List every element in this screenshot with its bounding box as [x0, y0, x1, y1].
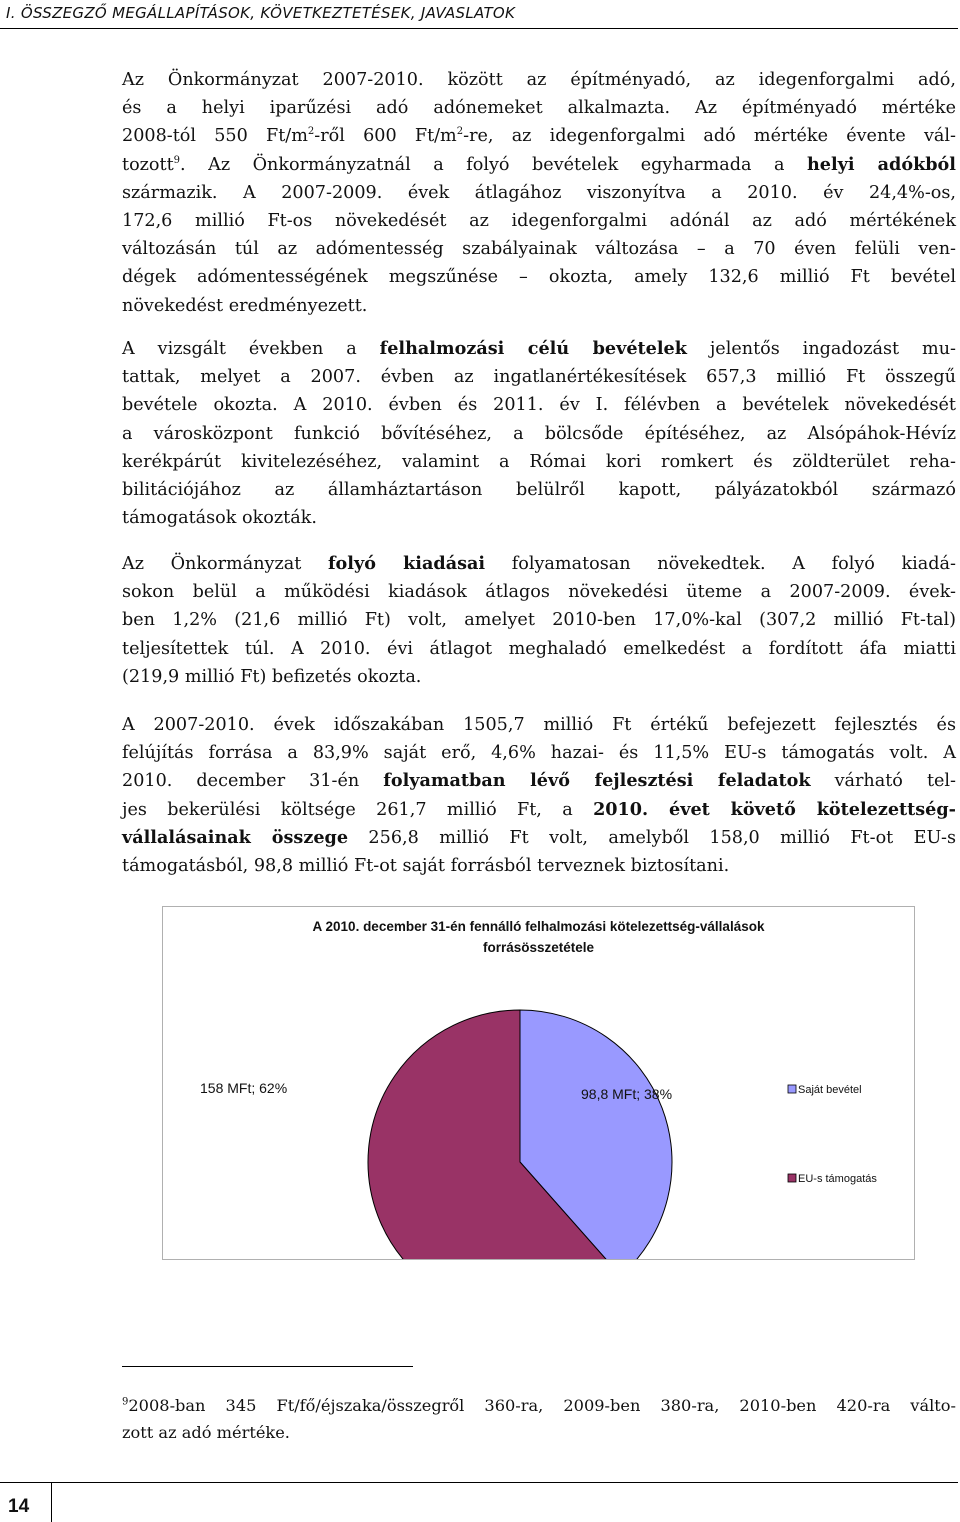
running-header: [0, 0, 958, 29]
text-run: A 2007-2010. évek időszakában 1505,7 millió Ft értékű befejezett fejlesztés és: [122, 715, 956, 735]
text-run: tozott: [122, 154, 174, 175]
text-line: [122, 66, 956, 94]
text-line: [122, 711, 956, 739]
text-line: [122, 635, 956, 663]
text-line: [122, 292, 956, 320]
superscript: 2: [307, 126, 315, 138]
text-line: [122, 796, 956, 824]
text-run: ben 1,2% (21,6 millió Ft) volt, amelyet 2010-ben 17,0%-kal (307,2 millió Ft-tal): [122, 610, 956, 631]
text-run: tattak, melyet a 2007. évben az ingatlanértékesítések 657,3 millió Ft összegű: [122, 367, 956, 388]
footnote-text-line-2: zott az adó mértéke.: [122, 1423, 290, 1442]
text-run: (219,9 millió Ft) befizetés okozta.: [122, 666, 422, 687]
text-line: [122, 151, 956, 179]
text-line: [122, 263, 956, 291]
text-run: Az Önkormányzat: [122, 554, 328, 574]
pie-chart-canvas: [163, 907, 914, 1259]
legend-label: Saját bevétel: [798, 1084, 862, 1096]
text-run: jelentős ingadozást mu-: [686, 339, 956, 359]
text-line: [122, 179, 956, 207]
paragraph-accumulation-revenues: [122, 335, 956, 532]
header-title: I. ÖSSZEGZŐ MEGÁLLAPÍTÁSOK, KÖVETKEZTETÉSEK, JAVASLATOK: [6, 4, 516, 22]
emphasis-text: folyamatban lévő fejlesztési feladatok: [383, 770, 811, 792]
paragraph-current-expenditures: [122, 550, 956, 691]
text-run: Az Önkormányzat 2007-2010. között az építményadó, az idegenforgalmi adó,: [122, 70, 956, 90]
text-run: bevétele okozta. A 2010. évben és 2011. év I. félévben a bevételek növekedését: [122, 395, 956, 416]
text-run: támogatások okozták.: [122, 508, 317, 529]
superscript: 9: [173, 154, 181, 166]
paragraph-local-taxes: [122, 66, 956, 320]
emphasis-text: vállalásainak összege: [122, 826, 349, 848]
emphasis-text: felhalmozási célú bevételek: [379, 338, 687, 359]
text-line: [122, 504, 956, 532]
text-run: . Az Önkormányzatnál a folyó bevételek egyharmada a: [180, 154, 808, 175]
chart-title-line-2: forrásösszetétele: [482, 940, 595, 955]
legend-swatch: [788, 1085, 796, 1093]
text-run: dégek adómentességének megszűnése – okozta, amely 132,6 millió Ft bevétel: [122, 267, 956, 288]
text-line: [122, 94, 956, 122]
text-run: folyamatosan növekedtek. A folyó kiadá-: [485, 554, 956, 574]
text-line: [122, 824, 956, 852]
text-run: felújítás forrása a 83,9% saját erő, 4,6% hazai- és 11,5% EU-s támogatás volt. A: [122, 743, 956, 764]
text-line: [122, 448, 956, 476]
paragraph-development-sources: [122, 711, 956, 880]
emphasis-text: 2010. évet követő kötelezettség-: [593, 798, 956, 820]
text-run: bilitációjához az államháztartáson belülről kapott, pályázatokból származó: [122, 480, 956, 501]
text-line: [122, 606, 956, 634]
text-run: 172,6 millió Ft-os növekedését az idegenforgalmi adónál az adó mértékének: [122, 211, 956, 232]
superscript: 2: [456, 126, 464, 138]
text-run: növekedést eredményezett.: [122, 295, 368, 316]
text-run: 2008-tól 550 Ft/m: [122, 126, 308, 147]
text-run: jes bekerülési költsége 261,7 millió Ft, a: [122, 799, 594, 820]
text-line: [122, 578, 956, 606]
text-line: [122, 663, 956, 691]
footer-rule: [0, 1482, 958, 1483]
text-line: [122, 235, 956, 263]
text-run: -re, az idegenforgalmi adó mértéke évente vál-: [463, 126, 956, 147]
page-number: 14: [8, 1496, 30, 1517]
text-run: támogatásból, 98,8 millió Ft-ot saját forrásból terveznek biztosítani.: [122, 856, 730, 877]
text-line: [122, 122, 956, 150]
text-run: a városközpont funkció bővítéséhez, a bölcsőde építéséhez, az Alsópáhok-Hévíz: [122, 423, 956, 444]
text-run: A vizsgált években a: [122, 339, 380, 359]
chart-title-line-1: A 2010. december 31-én fennálló felhalmozási kötelezettség-vállalások: [312, 919, 765, 934]
legend-label: EU-s támogatás: [798, 1173, 877, 1185]
text-run: teljesítettek túl. A 2010. évi átlagot meghaladó emelkedést a fordított áfa miatti: [122, 638, 956, 659]
emphasis-text: helyi adókból: [807, 153, 956, 175]
text-line: [122, 335, 956, 363]
text-line: [122, 476, 956, 504]
legend-swatch: [788, 1174, 796, 1182]
pie-data-label: 158 MFt; 62%: [200, 1080, 288, 1096]
footnote-text-line-1: 2008-ban 345 Ft/fő/éjszaka/összegről 360-ra, 2009-ben 380-ra, 2010-ben 420-ra válto-: [128, 1396, 956, 1415]
text-line: [122, 420, 956, 448]
footnote: [122, 1392, 956, 1446]
text-run: származik. A 2007-2009. évek átlagához viszonyítva a 2010. év 24,4%-os,: [122, 182, 956, 203]
text-line: [122, 550, 956, 578]
text-line: [122, 207, 956, 235]
text-line: [122, 767, 956, 795]
text-line: [122, 739, 956, 767]
footnote-marker: 9: [122, 1396, 129, 1408]
text-run: kerékpárút kivitelezéséhez, valamint a Római kori romkert és zöldterület reha-: [122, 451, 956, 472]
pie-chart: [162, 906, 915, 1260]
text-run: várható tel-: [810, 771, 956, 792]
footnote-separator: [122, 1366, 413, 1367]
text-run: sokon belül a működési kiadások átlagos növekedési üteme a 2007-2009. évek-: [122, 582, 956, 603]
text-run: 256,8 millió Ft volt, amelyből 158,0 millió Ft-ot EU-s: [348, 827, 956, 848]
text-line: [122, 852, 956, 880]
emphasis-text: folyó kiadásai: [327, 553, 486, 574]
pie-data-label: 98,8 MFt; 38%: [581, 1086, 673, 1102]
text-line: [122, 391, 956, 419]
text-run: változásán túl az adómentesség szabályainak változása – a 70 éven felüli ven-: [122, 239, 956, 260]
footer-rule-divider: [51, 1482, 52, 1522]
text-run: és a helyi iparűzési adó adónemeket alkalmazta. Az építményadó mértéke: [122, 98, 956, 119]
text-line: [122, 363, 956, 391]
text-run: -ről 600 Ft/m: [314, 126, 457, 147]
text-run: 2010. december 31-én: [122, 771, 384, 792]
